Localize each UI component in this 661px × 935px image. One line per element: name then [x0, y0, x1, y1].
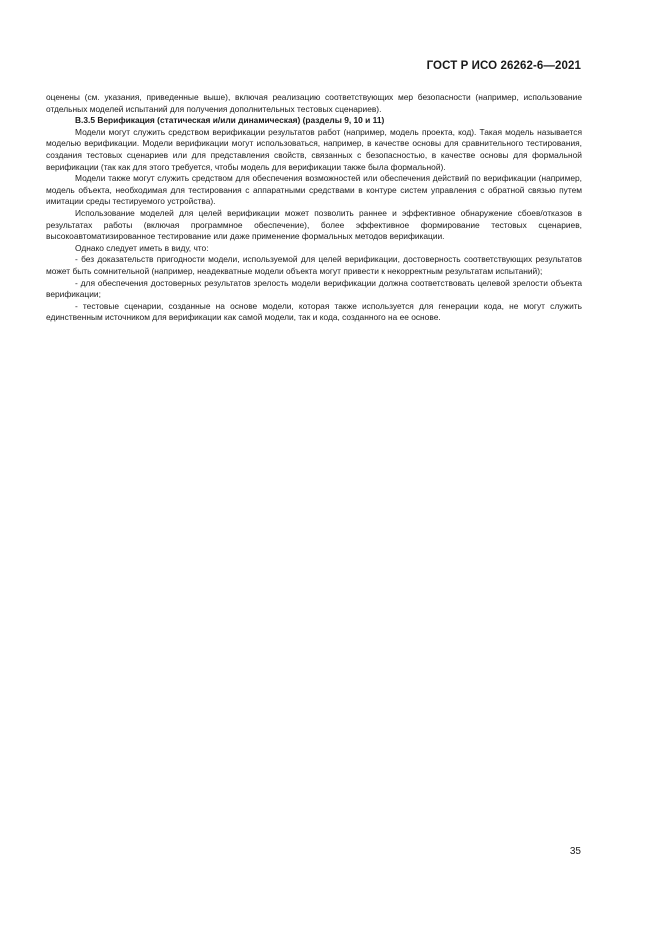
body-paragraph: Модели также могут служить средством для обеспечения возможностей или обеспечения действий по верификации (например, модель объекта, необходимая для тестирования с аппаратными средствами в контуре систем управления с обратной связью путем имитации среды тестируемого устройства).	[46, 173, 582, 207]
section-heading: В.3.5 Верификация (статическая и/или динамическая) (разделы 9, 10 и 11)	[75, 115, 385, 126]
page-number: 35	[569, 846, 581, 857]
document-body	[46, 92, 582, 324]
document-header-standard-id: ГОСТ Р ИСО 26262-6—2021	[426, 60, 581, 72]
body-paragraph: Модели могут служить средством верификации результатов работ (например, модель проекта, код). Такая модель называется моделью верификации. Модели верификации могут использоваться, например, в качестве основы для сравнительного тестирования, создания тестовых сценариев или для представления свойств, связанных с безопасностью, в качестве основы для формальной верификации (так как для этого требуется, чтобы модель для верификации также была формальной).	[46, 126, 582, 172]
list-item: - без доказательств пригодности модели, используемой для целей верификации, достоверность соответствующих результатов может быть сомнительной (например, неадекватные модели объекта могут привести к некорректным результатам испытаний);	[46, 254, 582, 276]
list-item: - для обеспечения достоверных результатов зрелость модели верификации должна соответствовать целевой зрелости объекта верификации;	[46, 277, 582, 300]
list-item: - тестовые сценарии, созданные на основе модели, которая также используется для генерации кода, не могут служить единственным источником для верификации как самой модели, так и кода, созданного на ее основе.	[46, 300, 582, 323]
body-paragraph: Однако следует иметь в виду, что:	[75, 242, 209, 253]
body-paragraph: Использование моделей для целей верификации может позволить раннее и эффективное обнаружение сбоев/отказов в результатах работы (включая программное обеспечение), более эффективное формирование тестовых сценариев, высокоавтоматизированное тестирование или даже применение формальных методов верификации.	[46, 207, 582, 242]
body-paragraph: оценены (см. указания, приведенные выше), включая реализацию соответствующих мер безопасности (например, использование отдельных моделей испытаний для получения дополнительных тестовых сценариев).	[46, 92, 582, 114]
